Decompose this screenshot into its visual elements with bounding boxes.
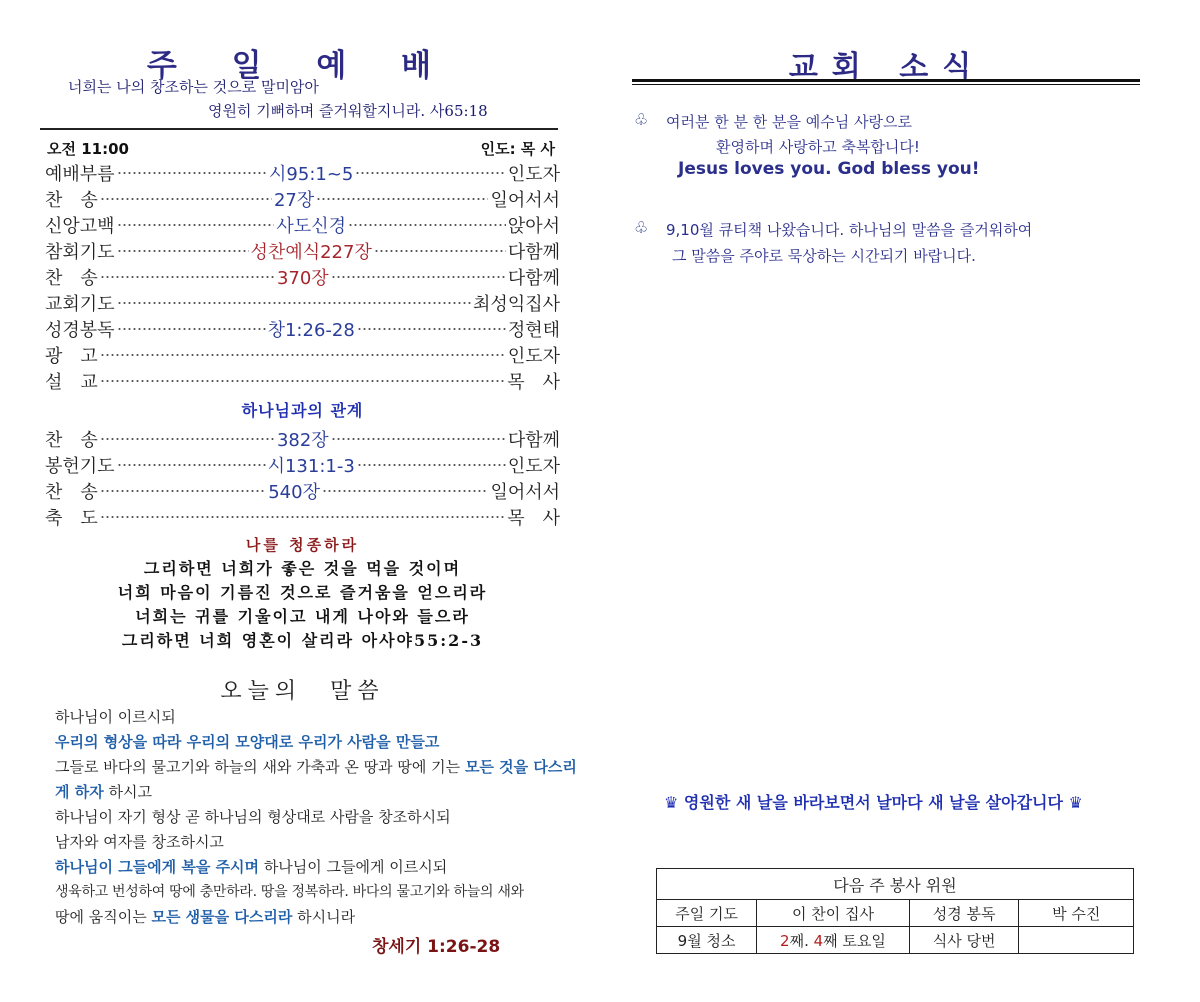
order-person: 인도자 <box>507 346 560 367</box>
dot-leader <box>322 488 488 494</box>
dot-leader <box>117 462 266 468</box>
order-label: 찬 송 <box>45 430 98 451</box>
order-row <box>45 426 560 452</box>
table-cell: 식사 당번 <box>909 927 1019 954</box>
dot-leader <box>331 274 506 280</box>
cell-text: 째 토요일 <box>823 931 886 950</box>
dot-leader <box>355 170 505 176</box>
table-row <box>657 900 1134 927</box>
dot-leader <box>357 462 506 468</box>
volunteer-table <box>656 868 1134 954</box>
table-header: 다음 주 봉사 위원 <box>657 869 1134 900</box>
news-divider-thick <box>632 79 1140 82</box>
order-row <box>45 238 560 264</box>
order-person: 목 사 <box>507 508 560 529</box>
table-cell: 성경 봉독 <box>909 900 1019 927</box>
order-detail: 창1:26-28 <box>267 320 355 341</box>
news-divider-thin <box>632 84 1140 85</box>
news1-line1: 여러분 한 분 한 분을 예수님 사랑으로 <box>666 113 912 131</box>
dot-leader <box>100 378 505 384</box>
table-cell: 이 찬이 집사 <box>757 900 910 927</box>
order-row <box>45 290 560 316</box>
poem-line: 그리하면 너희가 좋은 것을 먹을 것이며 <box>143 559 462 578</box>
scripture-line <box>55 756 577 777</box>
word-title: 오늘의 말씀 <box>220 679 385 704</box>
dot-leader <box>100 196 272 202</box>
clover-icon: ♧ <box>634 110 649 129</box>
table-cell: 주일 기도 <box>657 900 757 927</box>
scripture-line: 남자와 여자를 창조하시고 <box>55 833 224 851</box>
sermon-title: 하나님과의 관계 <box>241 401 364 420</box>
order-detail: 382장 <box>276 430 329 451</box>
news1-line2: 환영하며 사랑하고 축복합니다! <box>716 138 920 156</box>
dot-leader <box>117 222 275 228</box>
order-label: 찬 송 <box>45 268 98 289</box>
left-divider <box>40 128 558 130</box>
dot-leader <box>357 326 506 332</box>
scripture-line: 하나님이 이르시되 <box>55 708 176 726</box>
order-detail: 사도신경 <box>276 216 346 237</box>
table-header-row <box>657 869 1134 900</box>
order-row <box>45 212 560 238</box>
scripture-text: 하나님이 그들에게 이르시되 <box>259 858 448 876</box>
order-row <box>45 478 560 504</box>
table-cell: 박 수진 <box>1019 900 1134 927</box>
order-detail: 540장 <box>268 482 320 503</box>
poem-title: 나를 청종하라 <box>245 536 360 554</box>
order-row <box>45 316 560 342</box>
motto <box>664 790 1083 813</box>
order-detail: 370장 <box>276 268 329 289</box>
order-row <box>45 264 560 290</box>
news1-english: Jesus loves you. God bless you! <box>678 159 980 179</box>
service-time: 오전 11:00 <box>47 140 129 158</box>
scripture-highlight: 모든 생물을 다스리라 <box>151 908 293 926</box>
order-person: 일어서서 <box>490 190 561 211</box>
dot-leader <box>117 300 471 306</box>
order-person: 목 사 <box>507 372 560 393</box>
dot-leader <box>316 196 488 202</box>
order-label: 예배부름 <box>45 164 115 185</box>
dot-leader <box>117 248 249 254</box>
order-row <box>45 368 560 394</box>
scripture-highlight: 하나님이 그들에게 복을 주시며 <box>55 858 260 876</box>
scripture-reference: 창세기 1:26-28 <box>372 937 501 957</box>
order-person: 최성익집사 <box>473 294 560 315</box>
order-label: 찬 송 <box>45 190 98 211</box>
theme-verse-line1: 너희는 나의 창조하는 것으로 말미암아 <box>68 78 319 96</box>
dot-leader <box>117 170 267 176</box>
scripture-highlight: 모든 것을 다스리 <box>464 758 577 776</box>
order-person: 다함께 <box>507 430 561 451</box>
order-person: 다함께 <box>507 242 560 263</box>
week-number: 2 <box>780 931 790 950</box>
worship-title: 주 일 예 배 <box>146 48 454 84</box>
order-row <box>45 452 560 478</box>
cell-text: 째. <box>789 931 814 950</box>
order-detail: 시131:1-3 <box>267 456 355 477</box>
scripture-line: 생육하고 번성하여 땅에 충만하라. 땅을 정복하라. 바다의 물고기와 하늘의 새와 <box>55 884 524 900</box>
dot-leader <box>331 436 506 442</box>
scripture-line: 우리의 형상을 따라 우리의 모양대로 우리가 사람을 만들고 <box>55 733 440 751</box>
order-label: 참회기도 <box>45 242 115 263</box>
table-cell: 9월 청소 <box>657 927 757 954</box>
dot-leader <box>100 274 275 280</box>
week-number: 4 <box>813 931 824 950</box>
order-label: 광 고 <box>45 346 98 367</box>
crown-icon: ♛ <box>664 793 679 812</box>
scripture-line <box>55 856 447 877</box>
order-person: 앉아서 <box>507 216 561 237</box>
order-label: 찬 송 <box>45 482 98 503</box>
order-detail: 성찬예식227장 <box>250 242 372 263</box>
order-label: 축 도 <box>45 508 98 529</box>
scripture-text: 그들로 바다의 물고기와 하늘의 새와 가축과 온 땅과 땅에 기는 <box>55 758 465 776</box>
order-label: 성경봉독 <box>45 320 115 341</box>
order-person: 일어서서 <box>490 482 560 503</box>
order-label: 설 교 <box>45 372 98 393</box>
table-cell <box>757 927 910 954</box>
scripture-line <box>55 906 355 927</box>
dot-leader <box>348 222 506 228</box>
order-row <box>45 504 560 530</box>
order-person: 정현태 <box>507 320 561 341</box>
poem-line: 너희는 귀를 기울이고 내게 나아와 들으라 <box>135 607 470 626</box>
scripture-text: 하시고 <box>103 783 152 801</box>
news2-line1: 9,10월 큐티책 나왔습니다. 하나님의 말씀을 즐거워하여 <box>666 221 1033 239</box>
dot-leader <box>117 326 266 332</box>
motto-text: 영원한 새 날을 바라보면서 날마다 새 날을 살아갑니다 <box>683 793 1063 812</box>
order-row <box>45 186 560 212</box>
table-cell <box>1019 927 1134 954</box>
theme-verse-line2: 영원히 기뻐하며 즐거워할지니라. 사65:18 <box>208 102 488 120</box>
crown-icon: ♛ <box>1068 793 1083 812</box>
clover-icon: ♧ <box>634 218 649 237</box>
scripture-text: 땅에 움직이는 <box>55 908 152 926</box>
scripture-highlight: 게 하자 <box>55 783 104 801</box>
poem-line: 너희 마음이 기름진 것으로 즐거움을 얻으리라 <box>117 583 488 602</box>
order-label: 봉헌기도 <box>45 456 115 477</box>
news2-line2: 그 말씀을 주야로 묵상하는 시간되기 바랍니다. <box>672 247 976 265</box>
dot-leader <box>100 436 275 442</box>
dot-leader <box>100 488 266 494</box>
order-label: 신앙고백 <box>45 216 115 237</box>
order-person: 인도자 <box>507 456 561 477</box>
table-row <box>657 927 1134 954</box>
order-detail: 27장 <box>273 190 315 211</box>
order-row <box>45 160 560 186</box>
dot-leader <box>100 514 505 520</box>
scripture-line <box>55 781 152 802</box>
dot-leader <box>374 248 506 254</box>
order-label: 교회기도 <box>45 294 115 315</box>
scripture-line: 하나님이 자기 형상 곧 하나님의 형상대로 사람을 창조하시되 <box>55 808 451 826</box>
poem-line: 그리하면 너희 영혼이 살리라 아사야55:2-3 <box>121 631 484 650</box>
service-leader: 인도: 목 사 <box>480 140 555 158</box>
scripture-text: 하시니라 <box>292 908 356 926</box>
dot-leader <box>100 352 506 358</box>
order-row <box>45 342 560 368</box>
news-title: 교회 소식 <box>788 50 986 85</box>
order-person: 다함께 <box>507 268 561 289</box>
order-detail: 시95:1~5 <box>269 164 354 185</box>
order-person: 인도자 <box>507 164 561 185</box>
